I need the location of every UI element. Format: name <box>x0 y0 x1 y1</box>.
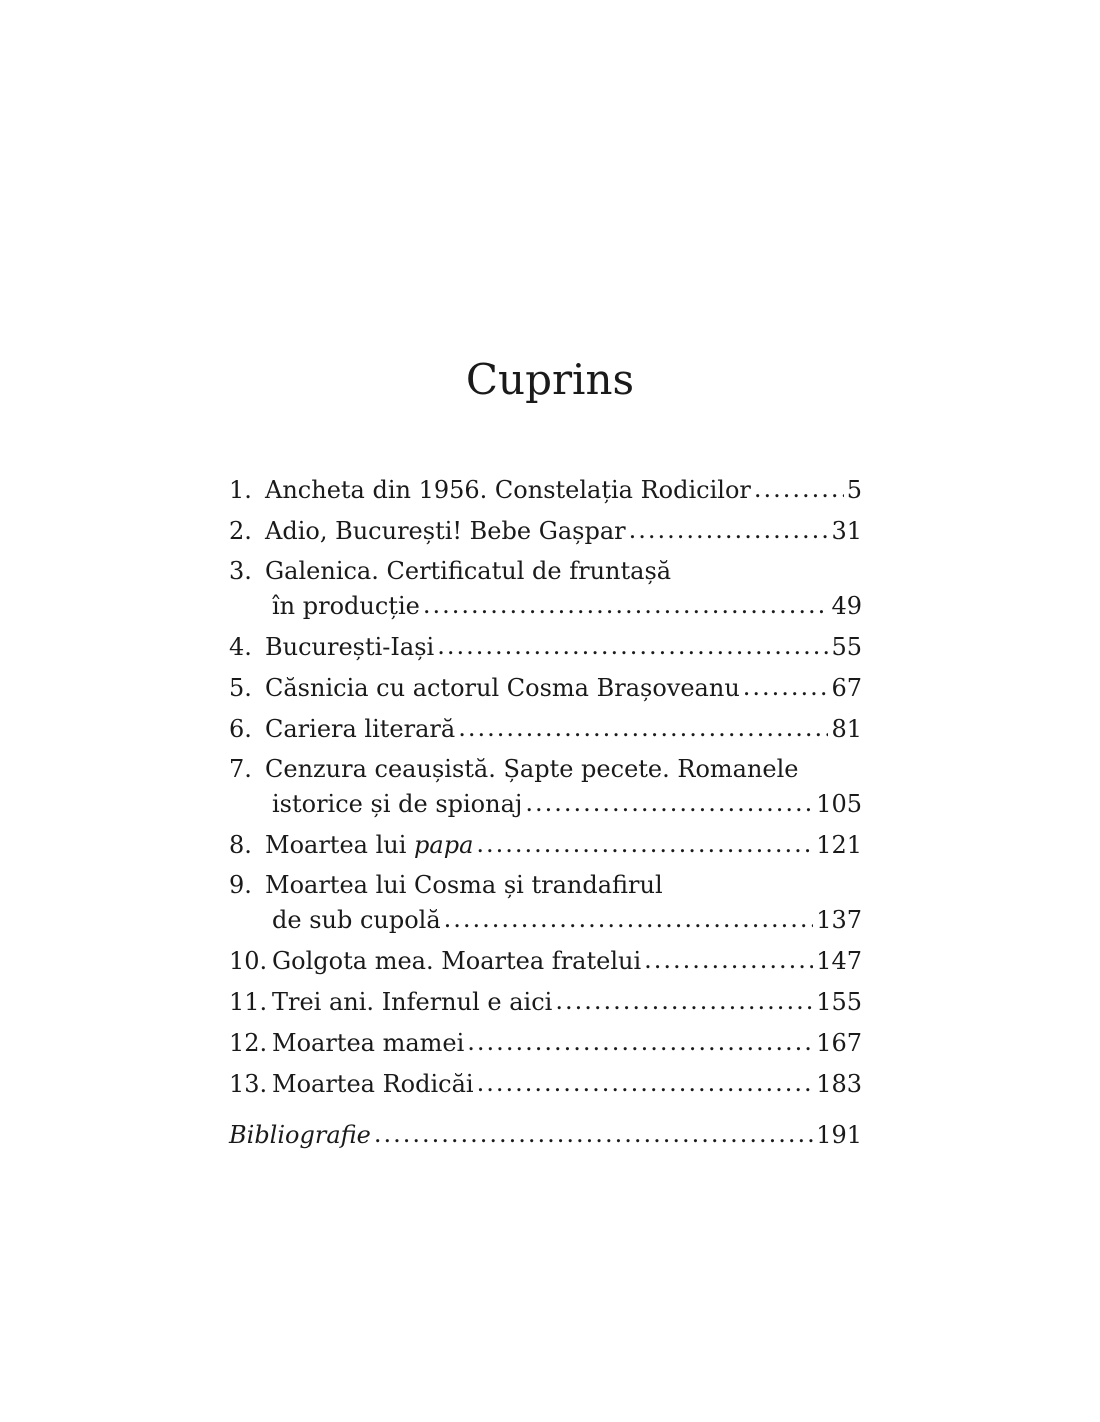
entry-title: Moartea lui Cosma și trandafirul <box>265 871 663 899</box>
entry-title: Adio, București! Bebe Gașpar <box>265 517 626 545</box>
entry-page-number: 31 <box>831 517 862 545</box>
entry-title: Cenzura ceaușistă. Șapte pecete. Romanele <box>265 755 799 783</box>
entry-number: 5. <box>229 674 252 702</box>
entry-number: 9. <box>229 871 252 899</box>
dot-leader <box>629 512 829 549</box>
entry-title-continued: istorice și de spionaj <box>272 790 523 818</box>
entry-title: Moartea Rodicăi <box>272 1070 474 1098</box>
entry-page-number: 55 <box>831 633 862 661</box>
entry-number: 7. <box>229 755 252 783</box>
dot-leader <box>555 983 813 1020</box>
entry-page-number: 183 <box>816 1070 862 1098</box>
toc-entry-9[interactable] <box>229 868 862 939</box>
dot-leader <box>743 669 829 706</box>
toc-entry-8[interactable] <box>229 827 862 864</box>
entry-number: 1. <box>229 476 252 504</box>
entry-title-italic: papa <box>414 831 474 859</box>
dot-leader <box>467 1024 813 1061</box>
entry-title: Cariera literară <box>265 715 456 743</box>
toc-entry-7[interactable] <box>229 752 862 823</box>
dot-leader <box>458 710 828 747</box>
entry-page-number: 155 <box>816 988 862 1016</box>
entry-page-number: 81 <box>831 715 862 743</box>
dot-leader <box>476 826 813 863</box>
toc-entry-13[interactable] <box>229 1066 862 1103</box>
toc-entry-6[interactable] <box>229 711 862 748</box>
entry-title: Căsnicia cu actorul Cosma Brașoveanu <box>265 674 740 702</box>
toc-entry-3[interactable] <box>229 554 862 625</box>
entry-page-number: 167 <box>816 1029 862 1057</box>
dot-leader <box>525 785 813 822</box>
entry-number: 13. <box>229 1070 268 1098</box>
entry-title: Bibliografie <box>229 1121 371 1149</box>
toc-entry-bibliography[interactable] <box>229 1117 862 1154</box>
entry-number: 12. <box>229 1029 268 1057</box>
entry-page-number: 67 <box>831 674 862 702</box>
dot-leader <box>437 628 828 665</box>
entry-title: Ancheta din 1956. Constelația Rodicilor <box>265 476 751 504</box>
entry-title-text: Moartea lui <box>265 831 415 859</box>
toc-entry-11[interactable] <box>229 984 862 1021</box>
entry-number: 11. <box>229 988 268 1016</box>
entry-page-number: 191 <box>816 1121 862 1149</box>
entry-page-number: 105 <box>816 790 862 818</box>
dot-leader <box>374 1116 813 1153</box>
entry-number: 2. <box>229 517 252 545</box>
entry-page-number: 49 <box>831 592 862 620</box>
toc-entry-2[interactable] <box>229 513 862 550</box>
toc-entry-4[interactable] <box>229 629 862 666</box>
entry-number: 10. <box>229 947 268 975</box>
dot-leader <box>444 901 814 938</box>
page-title: Cuprins <box>465 355 635 404</box>
toc-entry-1[interactable] <box>229 472 862 509</box>
entry-title <box>265 827 473 864</box>
dot-leader <box>754 471 844 508</box>
entry-page-number: 5 <box>846 476 862 504</box>
toc-entry-10[interactable] <box>229 943 862 980</box>
toc-entry-12[interactable] <box>229 1025 862 1062</box>
dot-leader <box>477 1065 814 1102</box>
entry-number: 4. <box>229 633 252 661</box>
table-of-contents <box>229 472 862 1158</box>
entry-number: 8. <box>229 831 252 859</box>
entry-number: 3. <box>229 557 252 585</box>
entry-title: Galenica. Certificatul de fruntașă <box>265 557 672 585</box>
entry-title: București-Iași <box>265 633 435 661</box>
entry-page-number: 121 <box>816 831 862 859</box>
entry-title: Golgota mea. Moartea fratelui <box>272 947 642 975</box>
entry-title-continued: de sub cupolă <box>272 906 441 934</box>
toc-entry-5[interactable] <box>229 670 862 707</box>
entry-title-continued: în producție <box>272 592 420 620</box>
entry-page-number: 137 <box>816 906 862 934</box>
entry-number: 6. <box>229 715 252 743</box>
dot-leader <box>644 942 813 979</box>
entry-page-number: 147 <box>816 947 862 975</box>
entry-title: Moartea mamei <box>272 1029 465 1057</box>
dot-leader <box>423 587 829 624</box>
entry-title: Trei ani. Infernul e aici <box>272 988 553 1016</box>
